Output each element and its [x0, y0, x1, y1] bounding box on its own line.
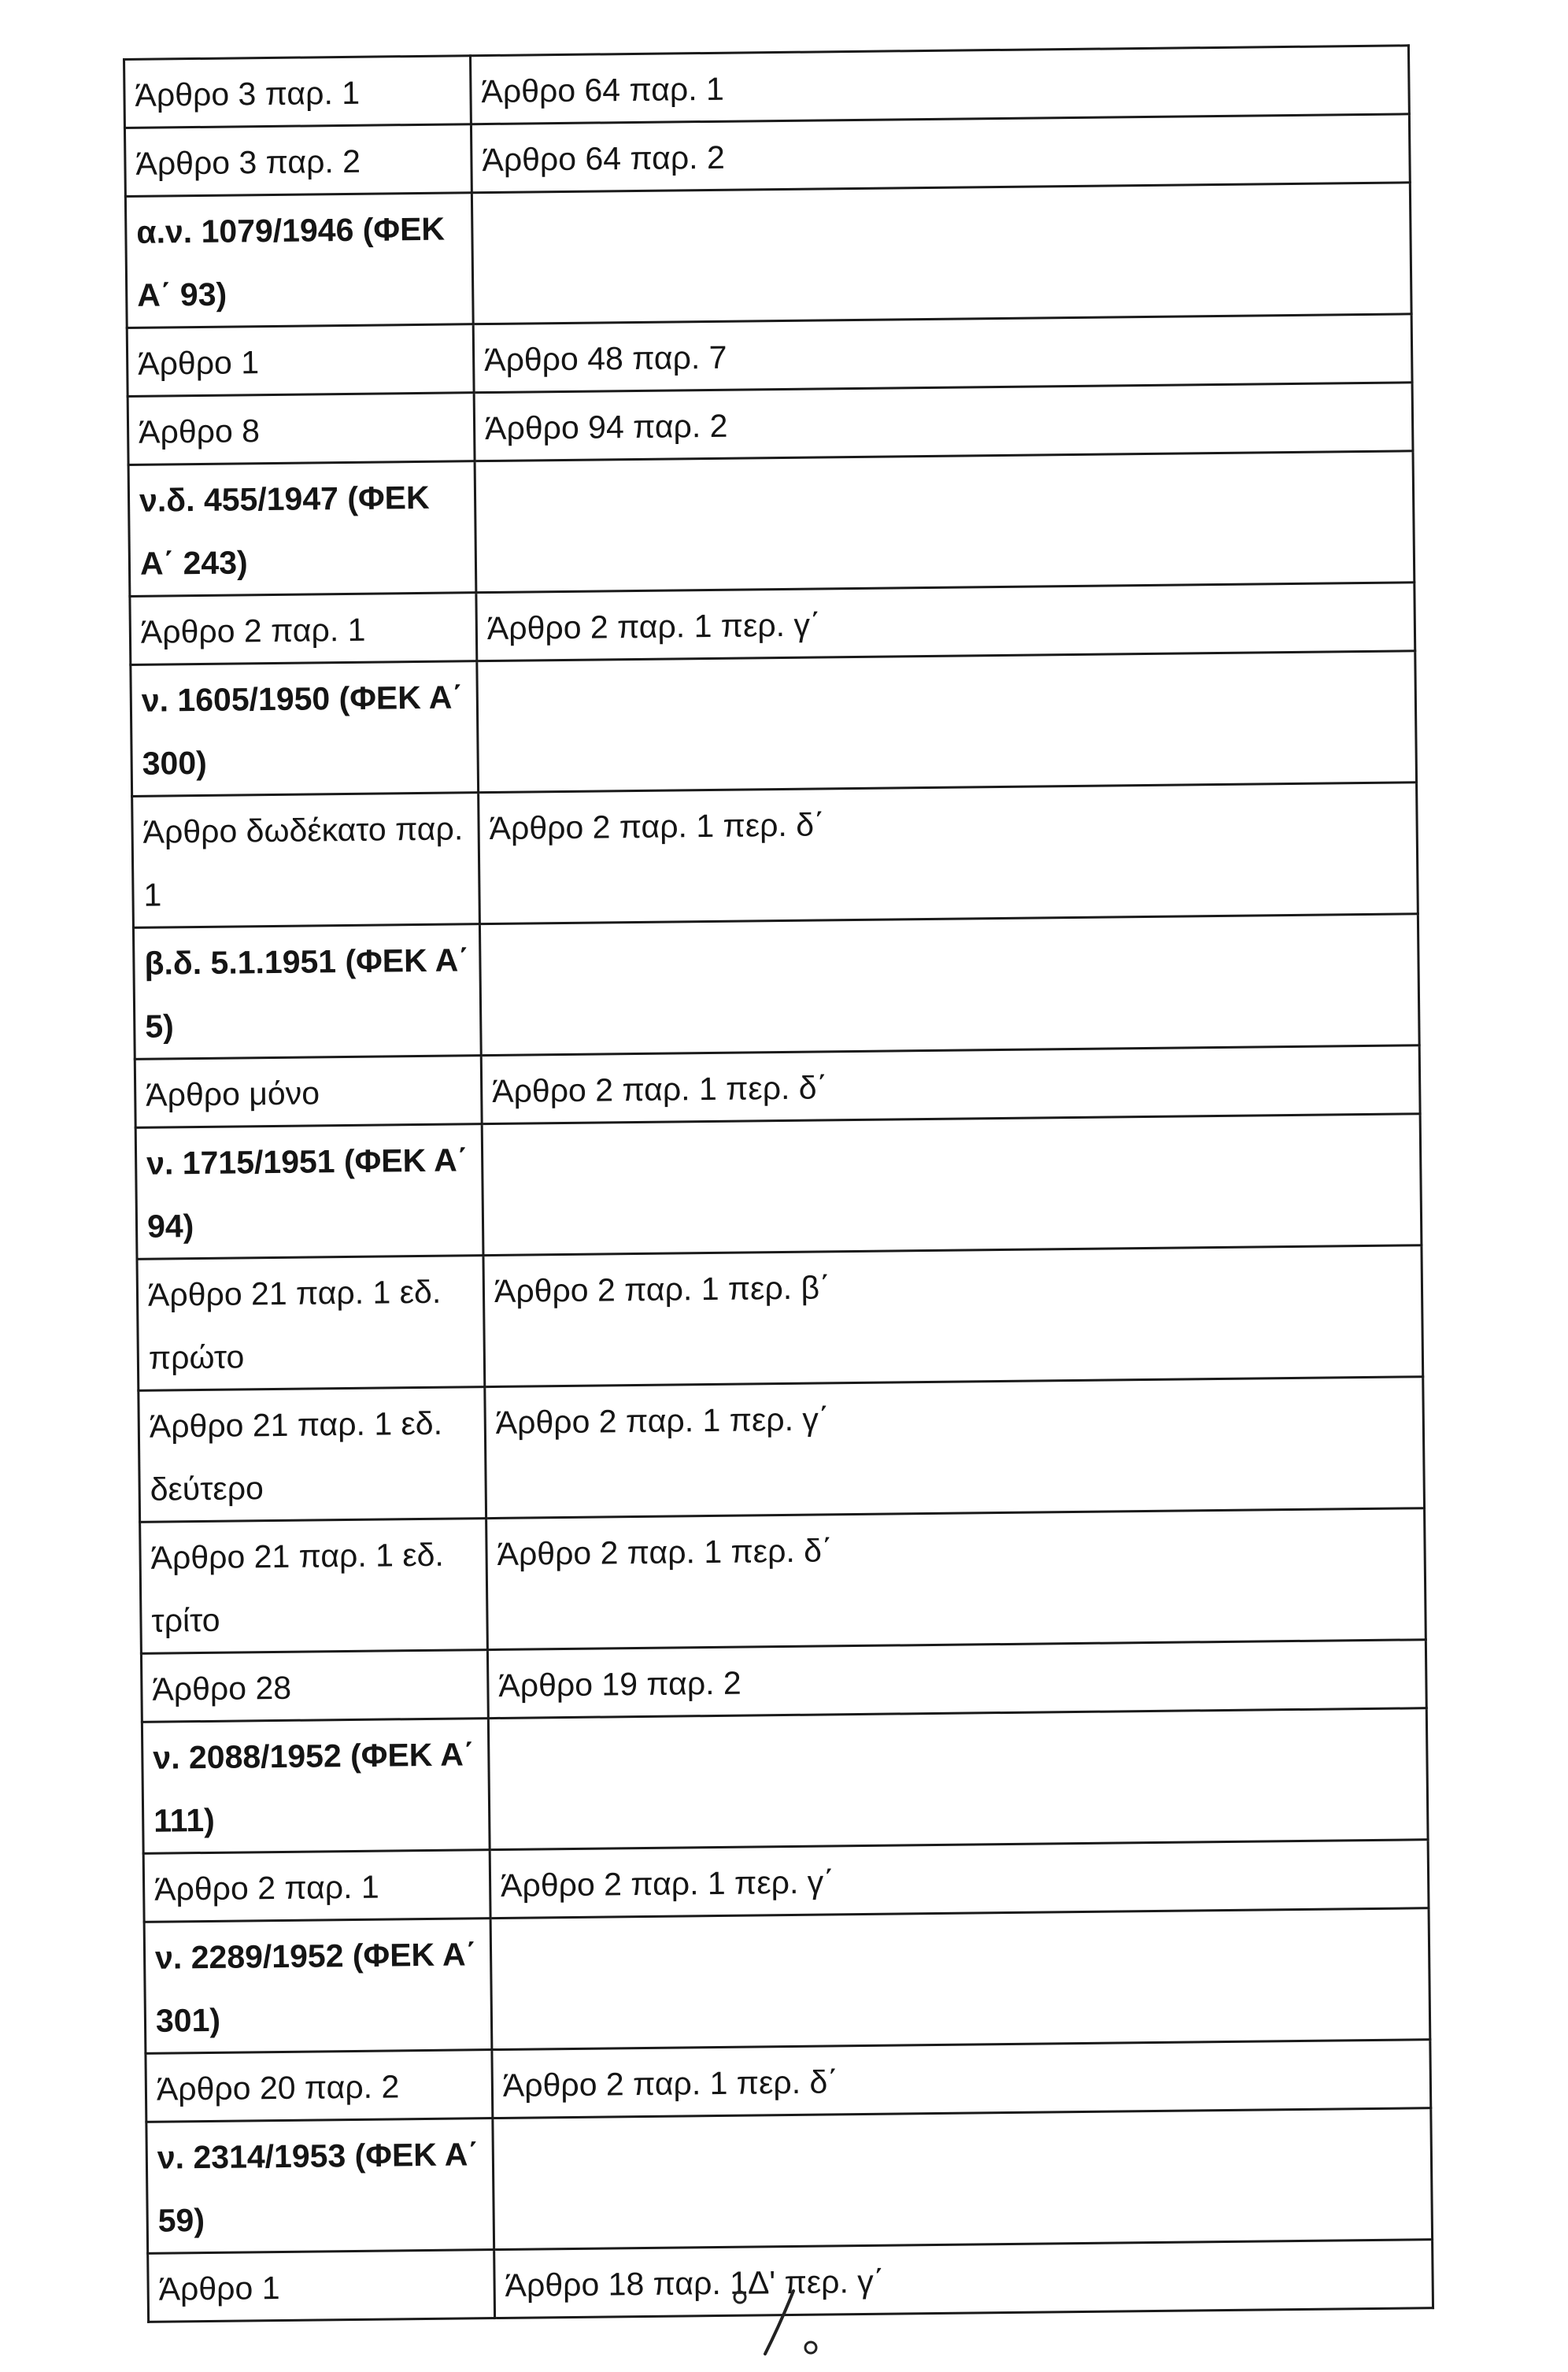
law-heading-cell: ν. 2088/1952 (ΦΕΚ Α΄ 111) — [142, 1719, 490, 1854]
law-heading-cell: ν.δ. 455/1947 (ΦΕΚ Α΄ 243) — [128, 461, 476, 597]
law-heading-cell: β.δ. 5.1.1951 (ΦΕΚ Α΄ 5) — [133, 924, 481, 1060]
law-heading-row — [125, 183, 1411, 328]
new-provision-cell: Άρθρο 64 παρ. 2 — [471, 114, 1410, 193]
law-heading-cell: α.ν. 1079/1946 (ΦΕΚ Α΄ 93) — [125, 193, 473, 328]
new-provision-cell — [475, 451, 1415, 593]
law-heading-cell: ν. 2289/1952 (ΦΕΚ Α΄ 301) — [144, 1919, 492, 2054]
old-provision-cell: Άρθρο 3 παρ. 2 — [124, 124, 472, 197]
table-row — [137, 1245, 1423, 1391]
new-provision-cell — [479, 914, 1419, 1056]
new-provision-cell — [490, 1908, 1430, 2050]
mark-upper-circle — [734, 2292, 745, 2303]
old-provision-cell: Άρθρο 28 — [141, 1650, 488, 1723]
old-provision-cell: Άρθρο 21 παρ. 1 εδ. πρώτο — [137, 1256, 485, 1391]
new-provision-cell — [482, 1114, 1422, 1256]
law-heading-row — [144, 1908, 1430, 2054]
old-provision-cell: Άρθρο 21 παρ. 1 εδ. τρίτο — [140, 1519, 488, 1654]
table-row — [132, 783, 1418, 928]
old-provision-cell: Άρθρο 21 παρ. 1 εδ. δεύτερο — [139, 1387, 486, 1523]
law-heading-cell: ν. 1605/1950 (ΦΕΚ Α΄ 300) — [131, 661, 479, 797]
old-provision-cell: Άρθρο 1 — [127, 324, 474, 397]
law-heading-row — [142, 1708, 1428, 1854]
new-provision-cell: Άρθρο 18 παρ. 1Δ' περ. γ΄ — [494, 2240, 1433, 2318]
old-provision-cell: Άρθρο 20 παρ. 2 — [146, 2050, 493, 2122]
law-heading-row — [133, 914, 1419, 1060]
law-heading-row — [131, 651, 1417, 797]
old-provision-cell: Άρθρο 1 — [148, 2250, 495, 2322]
mark-lower-circle — [805, 2342, 816, 2353]
correspondence-table-body — [124, 46, 1433, 2322]
law-heading-cell: ν. 2314/1953 (ΦΕΚ Α΄ 59) — [146, 2119, 494, 2254]
correspondence-table-wrapper — [123, 44, 1432, 2322]
new-provision-cell: Άρθρο 2 παρ. 1 περ. γ΄ — [485, 1377, 1425, 1519]
law-heading-row — [135, 1114, 1422, 1260]
page-continuation-mark — [708, 2275, 866, 2362]
law-heading-cell: ν. 1715/1951 (ΦΕΚ Α΄ 94) — [135, 1124, 483, 1260]
old-provision-cell: Άρθρο 2 παρ. 1 — [143, 1850, 490, 1922]
new-provision-cell — [488, 1708, 1428, 1850]
law-heading-row — [146, 2108, 1433, 2254]
new-provision-cell: Άρθρο 64 παρ. 1 — [470, 46, 1409, 124]
new-provision-cell: Άρθρο 19 παρ. 2 — [487, 1640, 1426, 1719]
new-provision-cell: Άρθρο 48 παρ. 7 — [473, 314, 1412, 393]
new-provision-cell — [477, 651, 1417, 793]
old-provision-cell: Άρθρο 8 — [128, 393, 475, 465]
new-provision-cell: Άρθρο 2 παρ. 1 περ. γ΄ — [476, 583, 1415, 661]
old-provision-cell: Άρθρο μόνο — [135, 1056, 482, 1128]
old-provision-cell: Άρθρο 3 παρ. 1 — [124, 56, 472, 128]
correspondence-table — [123, 44, 1434, 2323]
new-provision-cell: Άρθρο 2 παρ. 1 περ. δ΄ — [492, 2040, 1431, 2119]
new-provision-cell — [472, 183, 1411, 324]
new-provision-cell: Άρθρο 2 παρ. 1 περ. γ΄ — [490, 1840, 1429, 1919]
new-provision-cell: Άρθρο 2 παρ. 1 περ. δ΄ — [479, 783, 1418, 924]
old-provision-cell: Άρθρο δωδέκατο παρ. 1 — [132, 793, 480, 928]
new-provision-cell: Άρθρο 2 παρ. 1 περ. β΄ — [483, 1245, 1423, 1387]
new-provision-cell — [493, 2108, 1433, 2250]
table-row — [139, 1377, 1425, 1523]
new-provision-cell: Άρθρο 2 παρ. 1 περ. δ΄ — [486, 1508, 1426, 1650]
old-provision-cell: Άρθρο 2 παρ. 1 — [130, 593, 477, 665]
new-provision-cell: Άρθρο 2 παρ. 1 περ. δ΄ — [481, 1045, 1420, 1124]
mark-slash — [765, 2291, 793, 2354]
law-heading-row — [128, 451, 1415, 597]
table-row — [140, 1508, 1426, 1654]
new-provision-cell: Άρθρο 94 παρ. 2 — [474, 383, 1413, 461]
